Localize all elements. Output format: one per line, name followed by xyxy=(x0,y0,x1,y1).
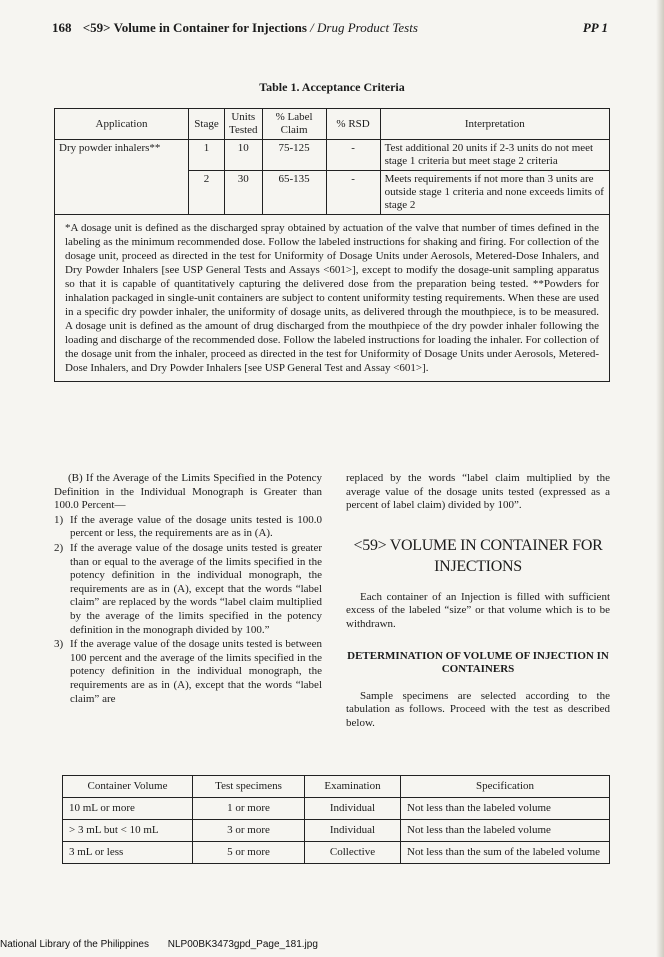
table-cell: Not less than the labeled volume xyxy=(401,820,610,842)
table-cell: 3 mL or less xyxy=(63,842,193,864)
col-header: Test specimens xyxy=(193,776,305,798)
page-number: 168 xyxy=(52,20,72,35)
interpretation-cell: Test additional 20 units if 2-3 units do not meet stage 1 criteria but meet stage 2 criteria xyxy=(380,140,609,171)
table-cell: > 3 mL but < 10 mL xyxy=(63,820,193,842)
table-footnote: *A dosage unit is defined as the discharged spray obtained by actuation of the valve that number of times defined in the labeling as the minimum recommended dose. Follow the labeled instructions for shaking and firing. For collection of the dosage unit, proceed as directed in the test for Uniformity of Dosage Units under Aerosols, Metered-Dose Inhalers, and Dry Powder Inhalers [see USP General Tests and Assays <601>], except to modify the dosage-unit sampling apparatus so that it is capable of quantitatively capturing the delivered dose from the preparation being tested. **Powders for inhalation packaged in single-unit containers are subject to content uniformity testing requirements. When these are used in a specific dry powder inhaler, the uniformity of dosage units, as delivered through the mouthpiece, is to be measured. A dosage unit is defined as the amount of drug discharged from the mouthpiece of the dry powder inhaler following the loading and discharge of the recommended dose. Follow the labeled instructions for loading the inhaler. For collection of the dosage unit from the inhaler, proceed as directed in the test for Uniformity of Dosage Units under Aerosols, Metered-Dose Inhalers, and Dry Powder Inhalers [see USP General Test and Assay <601>]. xyxy=(55,215,610,382)
rsd-cell: - xyxy=(326,171,380,215)
list-item xyxy=(54,638,322,706)
chapter-subtitle: / Drug Product Tests xyxy=(310,20,418,35)
list-number: 1) xyxy=(54,513,64,526)
list-text: If the average value of the dosage units tested is 100.0 percent or less, the requirements are as in (A). xyxy=(70,513,322,540)
list-item xyxy=(54,514,322,541)
list-item xyxy=(54,542,322,637)
table-cell: 1 or more xyxy=(193,798,305,820)
table-row xyxy=(63,842,610,864)
section-paragraph: Each container of an Injection is filled with sufficient excess of the labeled “size” or that volume which is to be withdrawn. xyxy=(346,590,610,630)
table-row xyxy=(63,798,610,820)
col-header: Specification xyxy=(401,776,610,798)
right-column xyxy=(346,472,610,730)
col-header: Container Volume xyxy=(63,776,193,798)
col-header: Interpretation xyxy=(380,109,609,140)
table-cell: 5 or more xyxy=(193,842,305,864)
table-row xyxy=(63,820,610,842)
table-header-row xyxy=(55,109,610,140)
table-cell: Not less than the labeled volume xyxy=(401,798,610,820)
rsd-cell: - xyxy=(326,140,380,171)
page-footer xyxy=(0,939,334,950)
page-header xyxy=(52,20,608,36)
acceptance-criteria-table xyxy=(54,108,610,382)
table-cell: 3 or more xyxy=(193,820,305,842)
subsection-paragraph: Sample specimens are selected according to the tabulation as follows. Proceed with the test as described below. xyxy=(346,689,610,729)
application-cell: Dry powder inhalers** xyxy=(55,140,189,215)
table-cell: 10 mL or more xyxy=(63,798,193,820)
footnote-row xyxy=(55,215,610,382)
left-column xyxy=(54,472,322,706)
col-header: Units Tested xyxy=(225,109,263,140)
continuation-text: replaced by the words “label claim multiplied by the average value of the dosage units tested (expressed as a percent of label claim) divided by 100”. xyxy=(346,472,610,512)
library-name: National Library of the Philippines xyxy=(0,939,149,950)
section-b-intro: (B) If the Average of the Limits Specified in the Potency Definition in the Individual Monograph is Greater than 100.0 Percent— xyxy=(54,472,322,512)
col-header: Examination xyxy=(305,776,401,798)
col-header: % Label Claim xyxy=(262,109,326,140)
table-header-row xyxy=(63,776,610,798)
table-cell: Not less than the sum of the labeled volume xyxy=(401,842,610,864)
table-cell: Individual xyxy=(305,798,401,820)
list-text: If the average value of the dosage units tested is greater than or equal to the average of the limits specified in the potency definition in the individual monograph, the requirements are as in (A), except that the words “label claim” are replaced by the words “label claim multiplied by the average of the limits specified in the potency definition in the monograph divided by 100.” xyxy=(70,541,322,636)
chapter-title: <59> Volume in Container for Injections xyxy=(82,20,307,35)
file-name: NLP00BK3473gpd_Page_181.jpg xyxy=(167,939,318,950)
list-number: 2) xyxy=(54,541,64,554)
interpretation-cell: Meets requirements if not more than 3 units are outside stage 1 criteria and none exceeds limits of stage 2 xyxy=(380,171,609,215)
units-cell: 10 xyxy=(225,140,263,171)
corner-mark: PP 1 xyxy=(582,20,608,35)
table-cell: Individual xyxy=(305,820,401,842)
label-claim-cell: 75-125 xyxy=(262,140,326,171)
page-edge-shadow xyxy=(656,0,664,957)
table-cell: Collective xyxy=(305,842,401,864)
list-number: 3) xyxy=(54,638,64,651)
container-volume-table xyxy=(62,775,610,864)
col-header: % RSD xyxy=(326,109,380,140)
stage-cell: 1 xyxy=(189,140,225,171)
col-header: Stage xyxy=(189,109,225,140)
section-heading: <59> VOLUME IN CONTAINER FOR INJECTIONS xyxy=(353,536,603,575)
table1-title: Table 1. Acceptance Criteria xyxy=(259,80,405,94)
subsection-heading: DETERMINATION OF VOLUME OF INJECTION IN CONTAINERS xyxy=(347,649,609,675)
table-row xyxy=(55,140,610,171)
list-text: If the average value of the dosage units tested is between 100 percent and the average of the limits specified in the potency definition in the individual monograph, the requirements are as in (A), except that the words “label claim” are xyxy=(70,638,322,705)
label-claim-cell: 65-135 xyxy=(262,171,326,215)
col-header: Application xyxy=(55,109,189,140)
stage-cell: 2 xyxy=(189,171,225,215)
units-cell: 30 xyxy=(225,171,263,215)
